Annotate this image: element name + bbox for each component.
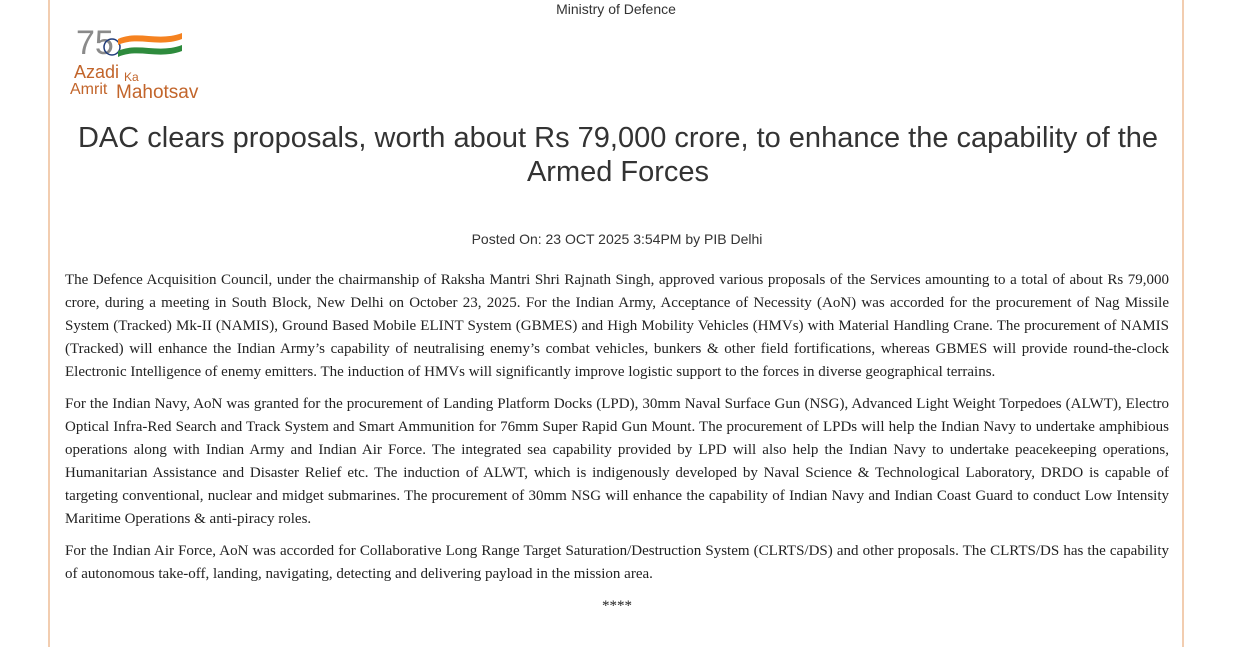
end-mark: **** xyxy=(602,598,632,614)
logo-azadi: Azadi xyxy=(74,62,120,82)
ministry-name: Ministry of Defence xyxy=(556,1,676,17)
article-body xyxy=(65,269,1169,618)
logo-flag-saffron xyxy=(118,33,182,45)
article-title: DAC clears proposals, worth about Rs 79,000 crore, to enhance the capability of the Armed Forces xyxy=(77,122,1159,188)
paragraph-army: The Defence Acquisition Council, under the chairmanship of Raksha Mantri Shri Rajnath Singh, approved various proposals of the Services amounting to a total of about Rs 79,000 crore, during a meeting in South Block, New Delhi on October 23, 2025. For the Indian Army, Acceptance of Necessity (AoN) was accorded for the procurement of Nag Missile System (Tracked) Mk-II (NAMIS), Ground Based Mobile ELINT System (GBMES) and High Mobility Vehicles (HMVs) with Material Handling Crane. The procurement of NAMIS (Tracked) will enhance the Indian Army’s capability of neutralising enemy’s combat vehicles, bunkers & other field fortifications, whereas GBMES will provide round-the-clock Electronic Intelligence of enemy emitters. The induction of HMVs will significantly improve logistic support to the forces in diverse geographical terrains. xyxy=(65,272,1169,380)
logo-mahotsav: Mahotsav xyxy=(116,82,199,103)
paragraph-navy: For the Indian Navy, AoN was granted for the procurement of Landing Platform Docks (LPD), 30mm Naval Surface Gun (NSG), Advanced Light Weight Torpedoes (ALWT), Electro Optical Infra-Red Search and Track System and Smart Ammunition for 76mm Super Rapid Gun Mount. The procurement of LPDs will help the Indian Navy to undertake amphibious operations along with Indian Army and Indian Air Force. The integrated sea capability provided by LPD will also help the Indian Navy to undertake peacekeeping operations, Humanitarian Assistance and Disaster Relief etc. The induction of ALWT, which is indigenously developed by Naval Science & Technological Laboratory, DRDO is capable of targeting conventional, nuclear and midget submarines. The procurement of 30mm NSG will enhance the capability of Indian Navy and Indian Coast Guard to conduct Low Intensity Maritime Operations & anti-piracy roles. xyxy=(65,396,1169,527)
posted-on: Posted On: 23 OCT 2025 3:54PM by PIB Delhi xyxy=(471,231,763,247)
paragraph-air-force: For the Indian Air Force, AoN was accorded for Collaborative Long Range Target Saturation/Destruction System (CLRTS/DS) and other proposals. The CLRTS/DS has the capability of autonomous take-off, landing, navigating, detecting and delivering payload in the mission area. xyxy=(65,543,1169,582)
logo-amrit: Amrit xyxy=(70,81,108,98)
logo-flag-green xyxy=(118,45,182,57)
logo-ka: Ka xyxy=(124,70,139,84)
logo-number: 75 xyxy=(76,24,114,62)
azadi-ka-amrit-mahotsav-logo xyxy=(68,20,216,104)
